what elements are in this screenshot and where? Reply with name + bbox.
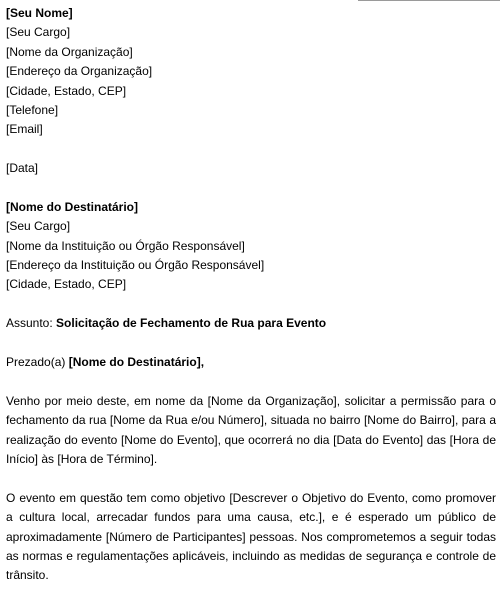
body-paragraph-2: O evento em questão tem como objetivo [Descrever o Objetivo do Evento, como promover a cultura local, arrecadar fundos para uma causa, etc.], e é esperado um público de aproximadamente [Número de Participantes] pessoas. Nos comprometemos a seguir todas as normas e regulamentações aplicáveis, incluindo as medidas de segurança e controle de trânsito. — [6, 490, 496, 583]
subject-text: Solicitação de Fechamento de Rua para Evento — [56, 316, 327, 331]
sender-position: [Seu Cargo] — [6, 25, 71, 40]
sender-phone: [Telefone] — [6, 102, 59, 117]
subject-label: Assunto: — [6, 316, 57, 331]
recipient-position: [Seu Cargo] — [6, 219, 71, 234]
recipient-name: [Nome do Destinatário] — [6, 199, 139, 214]
sender-email: [Email] — [6, 122, 43, 137]
recipient-institution: [Nome da Instituição ou Órgão Responsável] — [6, 238, 245, 253]
letter-document — [6, 4, 496, 586]
spacer — [6, 372, 496, 391]
sender-block — [6, 4, 496, 140]
body-paragraph-1: Venho por meio deste, em nome da [Nome da Organização], solicitar a permissão para o fechamento da rua [Nome da Rua e/ou Número], situada no bairro [Nome do Bairro], para a realização do evento [Nome do Evento], que ocorrerá no dia [Data do Evento] das [Hora de Início] às [Hora de Término]. — [6, 393, 496, 467]
greeting-line — [6, 353, 496, 372]
greeting-prefix: Prezado(a) — [6, 355, 69, 370]
spacer — [6, 295, 496, 314]
spacer — [6, 469, 496, 488]
spacer — [6, 179, 496, 198]
recipient-city: [Cidade, Estado, CEP] — [6, 277, 127, 292]
sender-name: [Seu Nome] — [6, 6, 73, 20]
greeting-name: [Nome do Destinatário], — [68, 355, 205, 370]
recipient-block — [6, 198, 496, 295]
top-border-line — [358, 0, 500, 1]
spacer — [6, 334, 496, 353]
letter-date: [Data] — [6, 161, 39, 176]
spacer — [6, 140, 496, 159]
sender-city: [Cidade, Estado, CEP] — [6, 83, 127, 98]
sender-address: [Endereço da Organização] — [6, 64, 153, 79]
subject-line — [6, 314, 496, 333]
sender-organization: [Nome da Organização] — [6, 44, 133, 59]
recipient-address: [Endereço da Instituição ou Órgão Responsável] — [6, 258, 265, 273]
